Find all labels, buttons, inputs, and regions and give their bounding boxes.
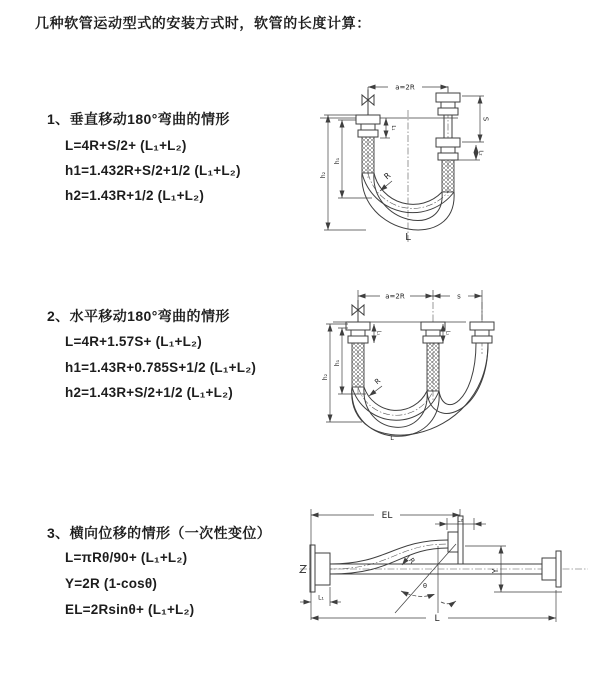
centerlines	[368, 83, 448, 242]
radius-label: R	[382, 170, 393, 182]
section-3-formula-y: Y=2R (1-cosθ)	[65, 576, 158, 591]
section-1-formula-h2: h2=1.43R+1/2 (L₁+L₂)	[65, 188, 205, 203]
dim-label-l1: L₁	[318, 594, 324, 602]
braided-hose-left	[362, 137, 374, 173]
section-1-formula-h1: h1=1.432R+S/2+1/2 (L₁+L₂)	[65, 163, 241, 178]
flange-left	[346, 322, 370, 343]
angle-label: θ	[423, 582, 427, 590]
dimensions	[322, 290, 482, 442]
dim-label-h1: h₁	[334, 157, 341, 165]
dim-label-l2: L₂	[444, 330, 451, 336]
page-title: 几种软管运动型式的安装方式时，软管的长度计算：	[35, 15, 371, 31]
flange-left	[356, 115, 380, 137]
dim-label-y: Y	[491, 568, 500, 574]
diagram-vertical-180-bend	[312, 68, 600, 260]
dimensions	[300, 509, 562, 624]
dim-label-a2r: a=2R	[385, 292, 405, 301]
length-label: L	[390, 434, 394, 442]
dim-label-l2: L₂	[477, 150, 484, 156]
section-2-formula-h1: h1=1.43R+0.785S+1/2 (L₁+L₂)	[65, 360, 257, 375]
dim-label-l1: L₁	[375, 330, 382, 336]
section-2-formula-l: L=4R+1.57S+ (L₁+L₂)	[65, 334, 202, 349]
angle-construction	[395, 544, 456, 613]
dim-label-h2: h₂	[322, 373, 329, 381]
flange-middle	[421, 322, 445, 343]
radius-label: R	[373, 376, 383, 387]
diagram-lateral-displacement	[298, 502, 598, 652]
length-label: L	[405, 232, 411, 243]
dimensions	[320, 84, 490, 244]
dim-label-a2r: a=2R	[395, 83, 415, 92]
centerlines	[358, 300, 482, 415]
dim-label-h2: h₂	[320, 171, 327, 179]
section-3-heading: 3、横向位移的情形（一次性变位）	[47, 525, 272, 541]
flange-right-moved	[470, 322, 494, 343]
dim-label-l: L	[434, 614, 440, 624]
section-2-heading: 2、水平移动180°弯曲的情形	[47, 308, 230, 324]
valve-icon	[352, 300, 364, 322]
braided-hose-middle	[427, 343, 439, 391]
section-2-formula-h2: h2=1.43R+S/2+1/2 (L₁+L₂)	[65, 385, 233, 400]
dim-label-el: EL	[381, 511, 393, 521]
dim-label-l2: L₂	[457, 516, 463, 524]
section-3-formula-l: L=πRθ/90+ (L₁+L₂)	[65, 550, 188, 565]
dim-label-s: s	[457, 292, 461, 301]
section-1-heading: 1、垂直移动180°弯曲的情形	[47, 111, 230, 127]
dim-label-h1: h₁	[334, 359, 341, 367]
braided-hose-right	[442, 160, 454, 192]
dim-label-s: S	[481, 116, 490, 122]
braided-hose-left	[352, 343, 364, 387]
section-1-formula-l: L=4R+S/2+ (L₁+L₂)	[65, 138, 187, 153]
flange-left	[310, 545, 330, 592]
dim-label-l1: L₁	[390, 125, 396, 131]
flange-right	[542, 551, 561, 587]
u-bend-curves	[352, 343, 488, 436]
radius-label: R	[406, 556, 417, 566]
diagram-horizontal-180-bend	[316, 282, 590, 472]
section-3-formula-el: EL=2Rsinθ+ (L₁+L₂)	[65, 602, 195, 617]
